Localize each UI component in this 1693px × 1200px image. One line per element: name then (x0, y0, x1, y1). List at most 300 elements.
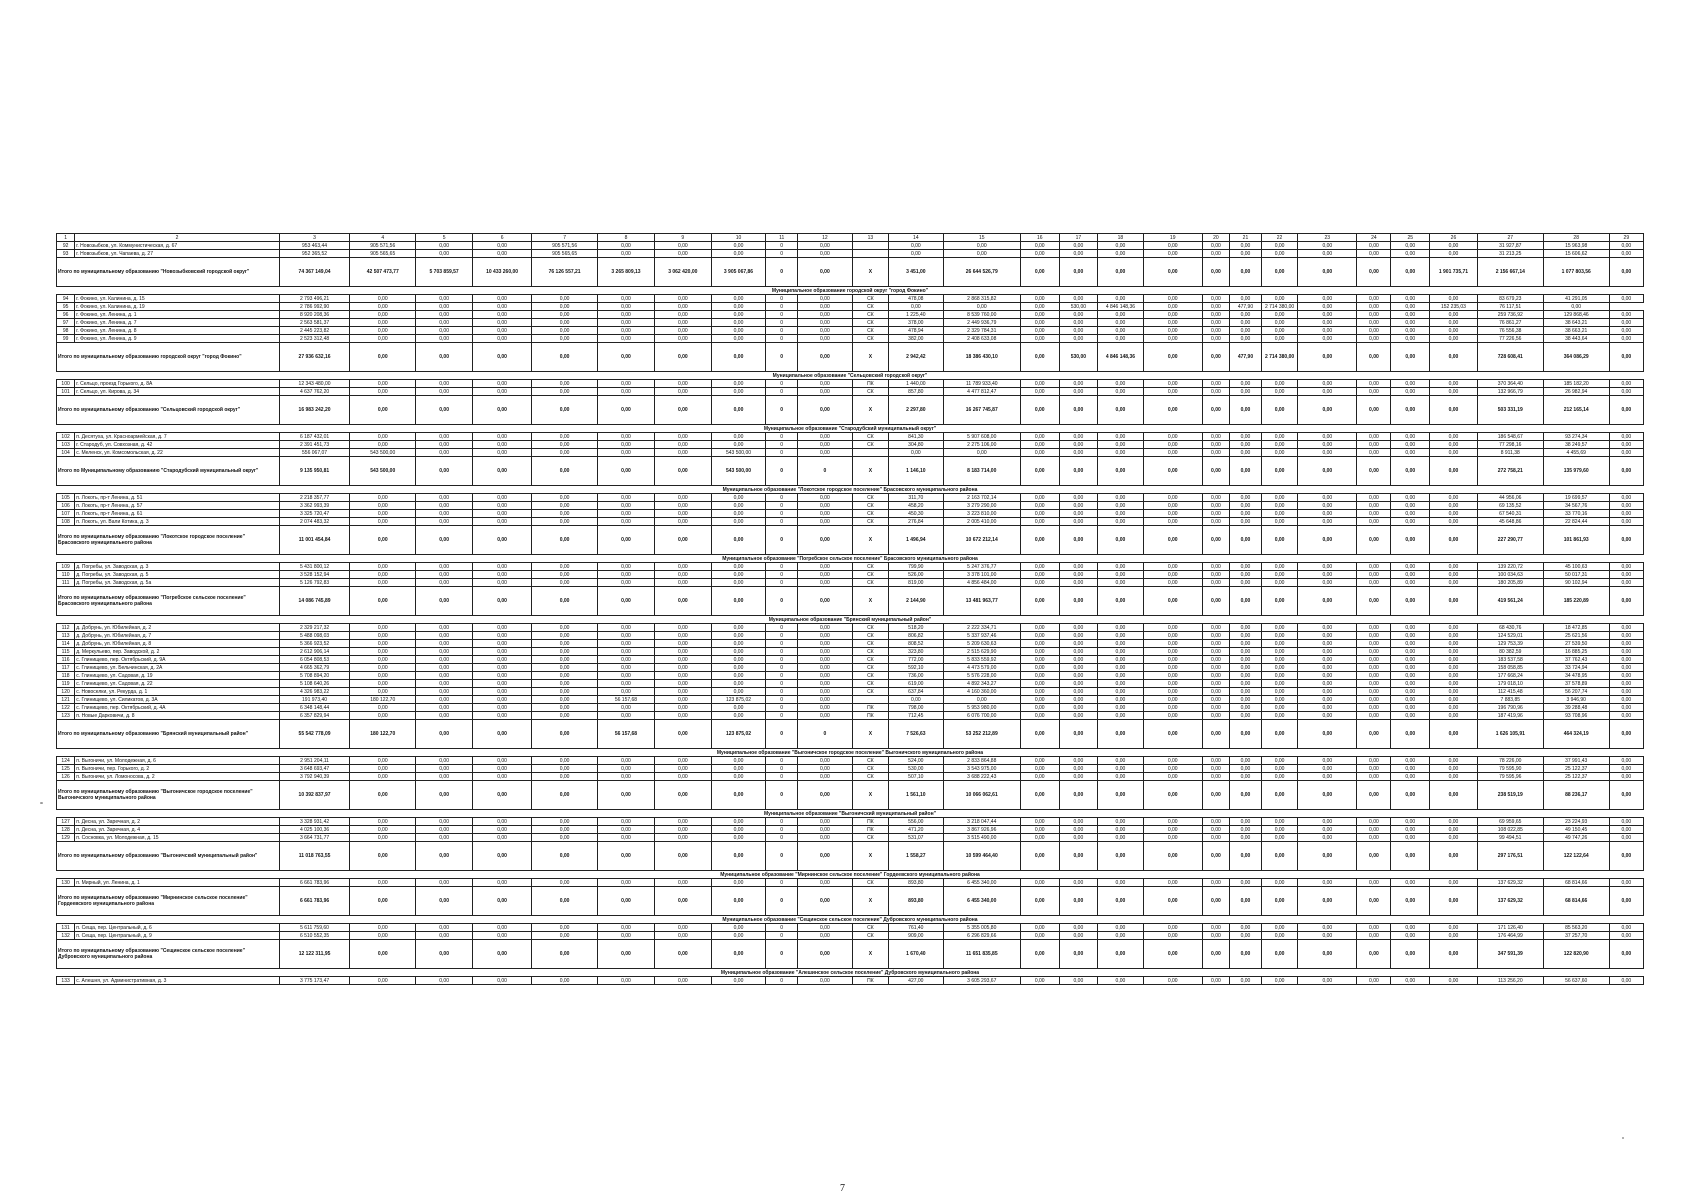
table-cell: 0,00 (473, 327, 532, 335)
table-cell: 0,00 (1098, 640, 1143, 648)
table-cell: 0 (766, 818, 798, 826)
address-cell: с. Глинищево, пер. Октябрьский, д. 9А (75, 656, 280, 664)
table-cell: 1 561,10 (889, 781, 944, 810)
table-cell: 0,00 (350, 765, 416, 773)
section-title: Муниципальное образование "Сельцовский городской округ" (57, 372, 1644, 380)
table-cell: 0 (766, 449, 798, 457)
table-cell: 0,00 (1430, 977, 1478, 985)
table-cell: 0 (766, 563, 798, 571)
table-cell: 0,00 (1202, 924, 1229, 932)
table-cell: 176 464,99 (1477, 932, 1543, 940)
table-cell: 0,00 (1430, 494, 1478, 502)
table-cell: 0,00 (1059, 494, 1098, 502)
table-cell: 0,00 (1230, 696, 1262, 704)
table-cell: 0,00 (350, 632, 416, 640)
address-cell: с. Глинищево, ул. Садовая, д. 19 (75, 672, 280, 680)
header-cell: 6 (473, 234, 532, 242)
table-cell: СК (852, 632, 888, 640)
table-cell: 0,00 (1357, 311, 1391, 319)
table-cell: 74 367 149,04 (279, 258, 349, 287)
table-cell: 471,20 (889, 826, 944, 834)
table-cell: 0,00 (654, 940, 711, 969)
table-row (57, 712, 1644, 720)
table-cell: 37 991,43 (1543, 757, 1609, 765)
table-cell: 0,00 (350, 879, 416, 887)
total-row (57, 781, 1644, 810)
row-number: 97 (57, 319, 75, 327)
address-cell: п. Локоть, пр-т Ленина, д. 57 (75, 502, 280, 510)
total-row (57, 457, 1644, 486)
table-cell: 0,00 (1357, 632, 1391, 640)
table-cell: 0,00 (798, 879, 853, 887)
table-cell: 0,00 (1391, 696, 1430, 704)
table-cell: 2 786 992,90 (279, 303, 349, 311)
row-number: 113 (57, 632, 75, 640)
table-row (57, 632, 1644, 640)
table-cell: 0,00 (1020, 624, 1059, 632)
table-cell: 0,00 (1609, 587, 1643, 616)
table-cell: 0,00 (1230, 433, 1262, 441)
table-cell: 8 183 714,00 (943, 457, 1020, 486)
table-cell: СК (852, 932, 888, 940)
table-cell: 0,00 (1230, 510, 1262, 518)
table-cell: 0 (766, 680, 798, 688)
table-cell: 0,00 (1098, 818, 1143, 826)
table-cell: 0,00 (1098, 587, 1143, 616)
table-cell: 3 775 173,47 (279, 977, 349, 985)
table-cell: 0,00 (1609, 648, 1643, 656)
table-cell: 0,00 (798, 712, 853, 720)
header-cell: 5 (416, 234, 473, 242)
document-sheet (56, 233, 1644, 985)
table-row (57, 303, 1644, 311)
table-cell: 905 565,65 (532, 250, 598, 258)
table-cell: 0,00 (473, 818, 532, 826)
table-cell: 0,00 (1230, 579, 1262, 587)
table-cell: 0,00 (1261, 518, 1297, 526)
table-cell (852, 696, 888, 704)
table-cell: 0,00 (1430, 924, 1478, 932)
table-cell: 0,00 (1430, 311, 1478, 319)
table-cell: 0,00 (532, 303, 598, 311)
table-cell: 0,00 (1298, 526, 1357, 555)
table-cell: СК (852, 319, 888, 327)
table-cell: 0,00 (1098, 518, 1143, 526)
table-cell: 5 708 894,20 (279, 672, 349, 680)
table-cell: 0,00 (532, 696, 598, 704)
table-cell: СК (852, 879, 888, 887)
table-cell: 0,00 (1202, 579, 1229, 587)
table-cell: СК (852, 441, 888, 449)
table-row (57, 680, 1644, 688)
table-row (57, 924, 1644, 932)
table-cell: 0,00 (1059, 319, 1098, 327)
table-cell: 0 (766, 510, 798, 518)
row-number: 121 (57, 696, 75, 704)
table-cell: 0,00 (654, 502, 711, 510)
table-cell: 0,00 (598, 712, 655, 720)
table-cell: 0,00 (711, 940, 766, 969)
table-cell: 0,00 (1020, 449, 1059, 457)
header-cell: 26 (1430, 234, 1478, 242)
table-cell: 2 951 204,11 (279, 757, 349, 765)
table-cell: 0,00 (711, 688, 766, 696)
table-cell: 0,00 (1202, 433, 1229, 441)
table-cell: 0,00 (654, 579, 711, 587)
section-title: Муниципальное образование "Локотское городское поселение" Брасовского муниципального района (57, 486, 1644, 494)
table-cell: 0,00 (1230, 494, 1262, 502)
table-cell: 139 220,72 (1477, 563, 1543, 571)
table-cell: 0,00 (1391, 335, 1430, 343)
table-cell: 0 (766, 640, 798, 648)
table-cell: 0,00 (654, 712, 711, 720)
table-cell: 0,00 (1357, 250, 1391, 258)
table-cell: 543 500,00 (711, 449, 766, 457)
table-cell: 0,00 (1357, 526, 1391, 555)
section-header-row (57, 969, 1644, 977)
table-cell: 0,00 (598, 624, 655, 632)
table-cell: СК (852, 327, 888, 335)
table-cell: 0,00 (1059, 781, 1098, 810)
row-number: 123 (57, 712, 75, 720)
table-cell: 0,00 (711, 887, 766, 916)
table-cell: 0,00 (1098, 526, 1143, 555)
table-cell: 16 983 242,20 (279, 396, 349, 425)
table-cell: 0,00 (1143, 571, 1202, 579)
table-cell: 0,00 (1391, 449, 1430, 457)
table-cell: 0,00 (654, 388, 711, 396)
section-header-row (57, 425, 1644, 433)
table-cell: 0,00 (1430, 712, 1478, 720)
table-cell: 0,00 (416, 818, 473, 826)
table-cell: 0,00 (416, 632, 473, 640)
table-cell: СК (852, 433, 888, 441)
row-number: 120 (57, 688, 75, 696)
table-cell: 0,00 (1020, 879, 1059, 887)
table-cell: 4 160 360,00 (943, 688, 1020, 696)
table-cell: 85 563,20 (1543, 924, 1609, 932)
table-cell: 186 548,67 (1477, 433, 1543, 441)
table-cell: 0,00 (798, 765, 853, 773)
table-cell: 0,00 (1020, 494, 1059, 502)
table-cell: 0,00 (598, 781, 655, 810)
table-cell: 180 205,89 (1477, 579, 1543, 587)
table-cell: 137 629,32 (1477, 879, 1543, 887)
header-cell: 16 (1020, 234, 1059, 242)
table-cell: 0,00 (1298, 640, 1357, 648)
table-cell: 0,00 (532, 712, 598, 720)
table-cell: 0,00 (1202, 242, 1229, 250)
table-cell: 0,00 (532, 327, 598, 335)
table-cell: 0,00 (532, 826, 598, 834)
table-cell: 0,00 (798, 303, 853, 311)
table-cell: 3 265 809,13 (598, 258, 655, 287)
table-cell: 530,00 (889, 765, 944, 773)
table-cell: 0,00 (1098, 680, 1143, 688)
table-cell: 212 165,14 (1543, 396, 1609, 425)
table-cell: 0,00 (1261, 932, 1297, 940)
table-cell: 0,00 (1098, 311, 1143, 319)
table-cell: 0,00 (1202, 380, 1229, 388)
table-cell: 0,00 (1261, 940, 1297, 969)
table-cell: 0,00 (1020, 640, 1059, 648)
table-cell: 0,00 (473, 250, 532, 258)
table-cell: 0,00 (1143, 327, 1202, 335)
table-cell: ПК (852, 977, 888, 985)
address-cell: с. Глинищево, ул. Силикатов, д. 3А (75, 696, 280, 704)
table-cell: 0,00 (798, 932, 853, 940)
table-cell: 0,00 (350, 818, 416, 826)
table-cell: 276,84 (889, 518, 944, 526)
row-number: 119 (57, 680, 75, 688)
table-cell: 0,00 (1020, 327, 1059, 335)
table-cell: 0,00 (1230, 526, 1262, 555)
table-cell: 4 846 148,36 (1098, 343, 1143, 372)
section-title: Муниципальное образование "Сещинское сельское поселение" Дубровского муниципального района (57, 916, 1644, 924)
total-label: Итого по муниципальному образованию "Брянский муниципальный район" (57, 720, 280, 749)
table-cell: 0,00 (1609, 672, 1643, 680)
table-cell: 101 861,93 (1543, 526, 1609, 555)
table-cell: 0,00 (711, 502, 766, 510)
table-cell: X (852, 720, 888, 749)
table-cell: 67 540,31 (1477, 510, 1543, 518)
table-cell: СК (852, 672, 888, 680)
table-cell: 0,00 (1059, 388, 1098, 396)
table-cell: 0,00 (1609, 765, 1643, 773)
table-cell: 0,00 (798, 388, 853, 396)
table-cell: 0,00 (1098, 932, 1143, 940)
table-cell: 0,00 (1609, 579, 1643, 587)
table-cell: 0,00 (1298, 311, 1357, 319)
total-label: Итого по муниципальному образованию "Выгоничское городское поселение" Выгоничского муниципального района (57, 781, 280, 810)
table-cell: 0,00 (532, 571, 598, 579)
table-cell: 0,00 (1357, 672, 1391, 680)
table-cell: 0,00 (1298, 932, 1357, 940)
header-cell: 11 (766, 234, 798, 242)
table-cell: 0 (766, 757, 798, 765)
row-number: 130 (57, 879, 75, 887)
table-cell: 0,00 (473, 319, 532, 327)
table-cell: 0,00 (1202, 571, 1229, 579)
table-cell: 0,00 (1020, 433, 1059, 441)
address-cell: п. Десна, ул. Заречная, д. 2 (75, 818, 280, 826)
table-cell: 0,00 (1430, 319, 1478, 327)
table-cell: 2 074 483,32 (279, 518, 349, 526)
header-cell: 24 (1357, 234, 1391, 242)
address-cell: д. Погребы, ул. Заводская, д. 3 (75, 563, 280, 571)
table-cell: 0,00 (598, 380, 655, 388)
table-cell: 152 235,03 (1430, 303, 1478, 311)
table-cell: 1 077 803,56 (1543, 258, 1609, 287)
table-cell: 0,00 (654, 924, 711, 932)
table-cell: 6 661 783,96 (279, 879, 349, 887)
table-cell (852, 250, 888, 258)
address-cell: д. Погребы, ул. Заводская, д. 5а (75, 579, 280, 587)
table-cell: 0,00 (350, 587, 416, 616)
table-cell: 0,00 (1261, 672, 1297, 680)
table-cell: 0,00 (654, 688, 711, 696)
header-cell: 13 (852, 234, 888, 242)
table-cell: 0,00 (1059, 664, 1098, 672)
table-cell: 0,00 (350, 680, 416, 688)
table-cell: 0,00 (1230, 834, 1262, 842)
table-cell: 0,00 (473, 672, 532, 680)
table-cell: 0,00 (798, 380, 853, 388)
table-cell: 0,00 (711, 664, 766, 672)
table-cell: 6 076 700,00 (943, 712, 1020, 720)
table-cell: 0,00 (1098, 433, 1143, 441)
table-cell: 841,30 (889, 433, 944, 441)
table-cell: 0,00 (1020, 335, 1059, 343)
table-cell (852, 242, 888, 250)
table-cell: 819,00 (889, 579, 944, 587)
table-cell: 0,00 (1020, 648, 1059, 656)
table-cell: 0,00 (1059, 757, 1098, 765)
table-cell: 0,00 (654, 457, 711, 486)
table-cell: 0,00 (1609, 826, 1643, 834)
table-cell: 0,00 (1059, 924, 1098, 932)
table-cell: 0,00 (473, 826, 532, 834)
table-cell: 0,00 (532, 319, 598, 327)
table-cell: 0,00 (1098, 242, 1143, 250)
table-cell: 0,00 (1357, 924, 1391, 932)
table-cell: 0,00 (1143, 303, 1202, 311)
table-row (57, 449, 1644, 457)
table-cell: 18 472,85 (1543, 624, 1609, 632)
table-cell: 0,00 (1430, 879, 1478, 887)
table-cell: 0,00 (1391, 640, 1430, 648)
table-cell: 0,00 (1357, 664, 1391, 672)
table-cell: 0,00 (1357, 834, 1391, 842)
table-cell: 0,00 (1430, 571, 1478, 579)
table-cell: 0,00 (1430, 526, 1478, 555)
table-cell: 0 (766, 319, 798, 327)
table-cell: 0 (766, 688, 798, 696)
table-cell: 0,00 (1020, 773, 1059, 781)
total-label: Итого по муниципальному образованию "Сещинское сельское поселение" Дубровского муниципального района (57, 940, 280, 969)
table-cell: 6 296 829,66 (943, 932, 1020, 940)
table-cell: 0,00 (1230, 518, 1262, 526)
table-cell: 16 267 745,87 (943, 396, 1020, 425)
table-cell: 0,00 (711, 624, 766, 632)
table-cell: 0,00 (1609, 571, 1643, 579)
table-cell: 0,00 (416, 765, 473, 773)
table-cell: 0,00 (1202, 648, 1229, 656)
table-cell: 772,00 (889, 656, 944, 664)
table-cell: СК (852, 624, 888, 632)
table-cell: 0,00 (1202, 624, 1229, 632)
table-cell: 0,00 (416, 720, 473, 749)
table-cell: 0,00 (654, 773, 711, 781)
table-cell: 0,00 (350, 887, 416, 916)
scan-speck (1622, 1137, 1624, 1139)
table-cell: 0,00 (1261, 510, 1297, 518)
table-cell: 304,80 (889, 441, 944, 449)
table-cell: 0,00 (1143, 518, 1202, 526)
header-cell: 8 (598, 234, 655, 242)
table-cell: 93 274,34 (1543, 433, 1609, 441)
table-cell: 0,00 (1391, 295, 1430, 303)
table-cell: 0,00 (1609, 632, 1643, 640)
table-cell: 0,00 (598, 842, 655, 871)
table-cell: 0,00 (416, 757, 473, 765)
table-cell: 0,00 (473, 579, 532, 587)
table-cell: 0,00 (1059, 688, 1098, 696)
table-cell: 3 688 222,43 (943, 773, 1020, 781)
table-cell: 0,00 (1261, 335, 1297, 343)
table-cell: 0,00 (1143, 720, 1202, 749)
table-cell: 0,00 (1059, 449, 1098, 457)
table-cell: 0,00 (1230, 977, 1262, 985)
table-cell: 0,00 (1059, 242, 1098, 250)
address-cell: п. Локоть, пр-т Ленина, д. 61 (75, 510, 280, 518)
table-cell: 0,00 (1059, 457, 1098, 486)
address-cell: г. Фокино, ул. Ленина, д. 7 (75, 319, 280, 327)
table-cell: 0,00 (1230, 632, 1262, 640)
row-number: 122 (57, 704, 75, 712)
table-cell: 0,00 (1059, 502, 1098, 510)
table-cell: 0,00 (1609, 834, 1643, 842)
row-number: 110 (57, 571, 75, 579)
table-cell: 0,00 (1143, 696, 1202, 704)
table-cell: СК (852, 563, 888, 571)
table-cell: 0,00 (598, 311, 655, 319)
table-cell: 0,00 (1143, 295, 1202, 303)
table-cell: 0,00 (1261, 704, 1297, 712)
table-cell: 2 222 334,71 (943, 624, 1020, 632)
table-cell: 0,00 (1391, 977, 1430, 985)
table-cell: 76 117,51 (1477, 303, 1543, 311)
table-cell: 4 637 762,20 (279, 388, 349, 396)
section-header-row (57, 287, 1644, 295)
table-cell: 90 102,94 (1543, 579, 1609, 587)
table-cell: 0,00 (598, 579, 655, 587)
table-cell: ПК (852, 712, 888, 720)
table-cell: 0,00 (654, 834, 711, 842)
table-cell: 0,00 (798, 494, 853, 502)
header-cell: 4 (350, 234, 416, 242)
table-cell: 0,00 (473, 940, 532, 969)
table-cell: 0,00 (350, 579, 416, 587)
table-cell: 0,00 (1202, 765, 1229, 773)
table-cell: 5 907 608,00 (943, 433, 1020, 441)
table-cell: 0,00 (943, 242, 1020, 250)
table-cell: 0,00 (1430, 773, 1478, 781)
table-cell: 0,00 (350, 441, 416, 449)
table-cell: 0,00 (1391, 656, 1430, 664)
table-cell: 0,00 (1098, 720, 1143, 749)
table-cell: 0,00 (711, 704, 766, 712)
table-cell: 0,00 (416, 335, 473, 343)
table-cell: 0,00 (1098, 510, 1143, 518)
table-cell: 0,00 (532, 632, 598, 640)
table-cell: 0,00 (1098, 826, 1143, 834)
row-number: 106 (57, 502, 75, 510)
total-row (57, 258, 1644, 287)
total-row (57, 526, 1644, 555)
table-cell: 0 (766, 258, 798, 287)
table-cell: 0,00 (1202, 757, 1229, 765)
address-cell: п. Сосновка, ул. Молодежная, д. 15 (75, 834, 280, 842)
table-cell: 3 792 940,39 (279, 773, 349, 781)
table-cell: 0,00 (1202, 632, 1229, 640)
table-cell: 0,00 (1020, 388, 1059, 396)
table-cell: 0,00 (1143, 842, 1202, 871)
table-cell: 0,00 (1098, 624, 1143, 632)
table-cell: 5 126 792,83 (279, 579, 349, 587)
table-cell: 0,00 (1609, 640, 1643, 648)
table-cell: 905 565,65 (350, 250, 416, 258)
